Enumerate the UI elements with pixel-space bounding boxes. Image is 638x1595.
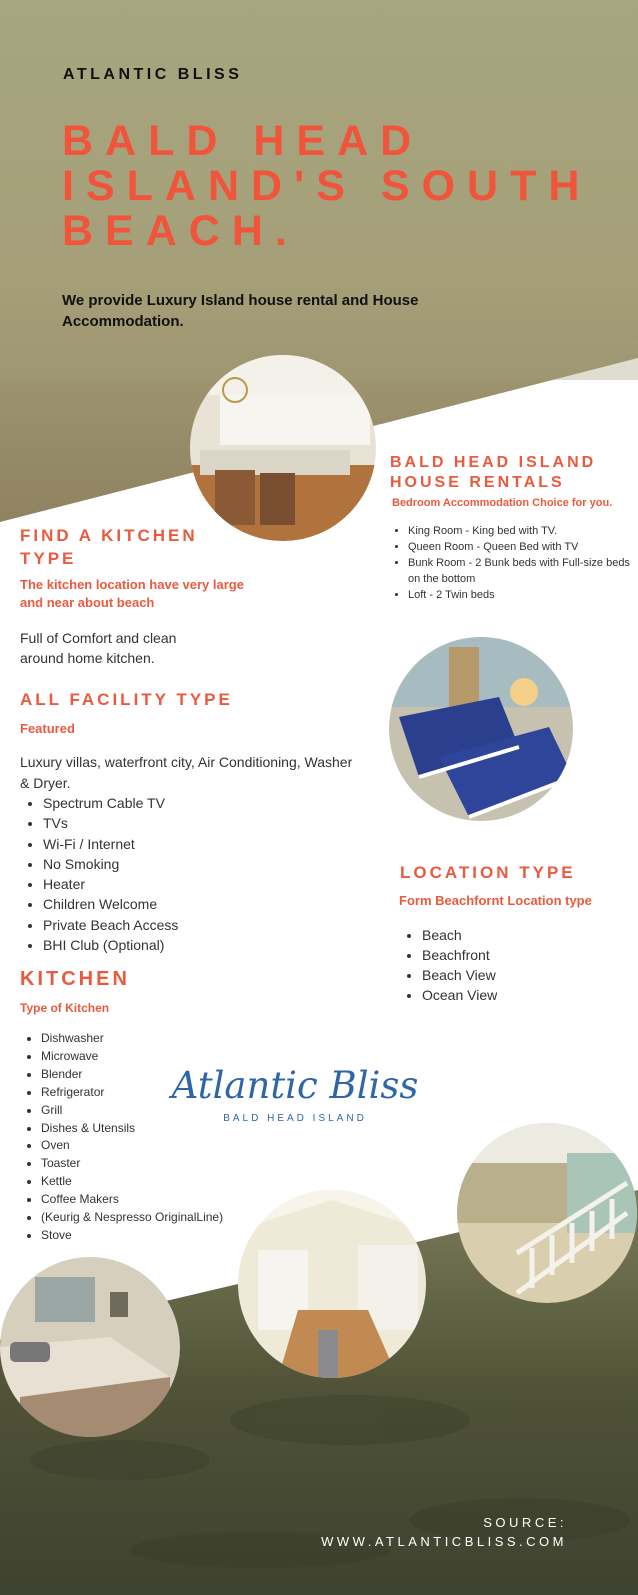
kitchen-list xyxy=(19,1030,301,1245)
list-item: • Bunk Room - 2 Bunk beds with Full-size beds on the bottom xyxy=(408,555,638,587)
list-item: • Grill xyxy=(41,1102,301,1120)
list-item: • Dishes & Utensils xyxy=(41,1120,301,1138)
kitchen-photo-2 xyxy=(238,1190,426,1378)
list-item: • Dishwasher xyxy=(41,1030,301,1048)
list-item: • Ocean View xyxy=(422,985,622,1005)
facility-list xyxy=(21,793,343,955)
facility-subheading: Featured xyxy=(20,721,75,736)
list-item: • King Room - King bed with TV. xyxy=(408,523,638,539)
list-item: • Kettle xyxy=(41,1173,301,1191)
list-item: • Toaster xyxy=(41,1155,301,1173)
logo-script: Atlantic Bliss xyxy=(171,1064,419,1107)
tagline: We provide Luxury Island house rental and House Accommodation. xyxy=(62,292,419,330)
list-item: • (Keurig & Nespresso OriginalLine) xyxy=(41,1209,301,1227)
list-item: • Private Beach Access xyxy=(43,915,343,935)
bedroom-photo-2 xyxy=(0,1257,180,1437)
brand-name: ATLANTIC BLISS xyxy=(63,66,243,83)
location-list xyxy=(400,925,622,1005)
list-item: • Refrigerator xyxy=(41,1084,301,1102)
list-item: • Stove xyxy=(41,1227,301,1245)
kitchen-type-body: Full of Comfort and clean around home kitchen. xyxy=(20,630,177,666)
list-item: • Queen Room - Queen Bed with TV xyxy=(408,539,638,555)
list-item: • Spectrum Cable TV xyxy=(43,793,343,813)
list-item: • Oven xyxy=(41,1137,301,1155)
kitchen-type-heading: FIND A KITCHEN TYPE xyxy=(20,526,198,568)
kitchen-photo xyxy=(190,355,376,541)
kitchen-heading: KITCHEN xyxy=(20,968,130,990)
location-heading: LOCATION TYPE xyxy=(400,863,576,882)
rentals-list xyxy=(390,523,638,603)
list-item: • Blender xyxy=(41,1066,301,1084)
page-title: BALD HEAD ISLAND'S SOUTH BEACH. xyxy=(62,117,592,255)
list-item: • No Smoking xyxy=(43,854,343,874)
list-item: • Beach xyxy=(422,925,622,945)
list-item: • BHI Club (Optional) xyxy=(43,935,343,955)
source-url[interactable]: WWW.ATLANTICBLISS.COM xyxy=(321,1534,567,1549)
list-item: • Beachfront xyxy=(422,945,622,965)
rentals-heading: BALD HEAD ISLAND HOUSE RENTALS xyxy=(390,454,597,491)
kitchen-type-subheading: The kitchen location have very large and near about beach xyxy=(20,577,244,610)
facility-intro: Luxury villas, waterfront city, Air Conditioning, Washer & Dryer. xyxy=(20,754,353,791)
kitchen-subheading: Type of Kitchen xyxy=(20,1001,110,1015)
list-item: • Wi-Fi / Internet xyxy=(43,834,343,854)
facility-heading: ALL FACILITY TYPE xyxy=(20,690,233,709)
source-label: SOURCE: xyxy=(483,1515,567,1530)
location-subheading: Form Beachfornt Location type xyxy=(399,893,592,908)
rentals-subheading: Bedroom Accommodation Choice for you. xyxy=(392,497,613,509)
list-item: • Beach View xyxy=(422,965,622,985)
balcony-photo xyxy=(457,1123,637,1303)
list-item: • Children Welcome xyxy=(43,894,343,914)
list-item: • Coffee Makers xyxy=(41,1191,301,1209)
source-block xyxy=(321,1513,567,1551)
logo-caption: BALD HEAD ISLAND xyxy=(223,1113,367,1124)
list-item: • Loft - 2 Twin beds xyxy=(408,587,638,603)
bedroom-photo xyxy=(389,637,573,821)
list-item: • Heater xyxy=(43,874,343,894)
list-item: • Microwave xyxy=(41,1048,301,1066)
atlantic-bliss-logo xyxy=(170,1065,420,1124)
list-item: • TVs xyxy=(43,813,343,833)
